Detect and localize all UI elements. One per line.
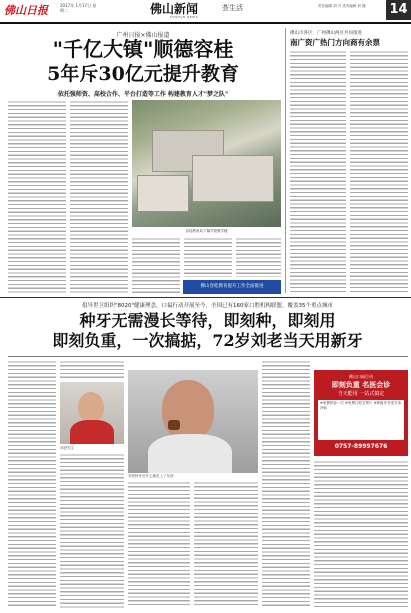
lower-headline-line2: 即刻负重，一次搞掂，72岁刘老当天用新牙	[52, 331, 363, 350]
main-headline-line1: "千亿大镇"顺德容桂	[52, 37, 234, 61]
main-kicker: 广州日报×佛山报道	[116, 32, 170, 39]
editor-credits: 责任编辑 刘 兴 美术编辑 何 媛	[318, 4, 366, 8]
promo-phone: 0757-89997676	[334, 443, 388, 450]
elderly-patient-photo	[60, 382, 124, 444]
masthead	[0, 0, 411, 24]
promo-body: ※免费体检一次 ※免费口腔全景片 ※种植牙享受专项补贴	[318, 400, 404, 440]
lower-headline-line1: 种牙无需漫长等待，即刻种，即刻用	[79, 311, 336, 330]
lower-column-5	[262, 360, 310, 608]
masthead-date: 2017年 1月17日 星期二	[60, 3, 97, 13]
article-column-5	[236, 237, 281, 277]
photo-caption: 容桂教育局下属学校教学楼	[185, 229, 228, 233]
lower-kicker: 倡导世卫组织"8020"健康理念，口福行动开展至今，全国已有160家口腔机构联盟，覆盖35个重点城市	[81, 303, 334, 309]
lower-column-1	[8, 360, 56, 608]
article-column-4	[184, 237, 232, 277]
blue-caption-box: 佛山容桂教育提升工作全面推进	[183, 280, 281, 294]
article-column-1	[8, 100, 66, 293]
lower-column-6	[314, 460, 408, 608]
section-title: 佛山新闻	[150, 2, 199, 16]
promo-subline: 当天能用 一站式搞定	[337, 391, 385, 397]
school-building-photo	[132, 100, 281, 227]
section-subtitle: 荟生活	[222, 4, 243, 12]
right-column-text-1	[290, 50, 346, 293]
page-number: 14	[386, 0, 411, 20]
promo-box	[314, 370, 408, 456]
article-column-2	[70, 100, 128, 293]
main-headline-line2: 5年斥30亿元提升教育	[47, 63, 239, 85]
promo-title: 佛山口福行动	[349, 374, 373, 379]
column-divider	[285, 28, 286, 293]
man-photo-caption: 刘老种牙后开心地吃上了东西	[128, 474, 174, 478]
promo-headline: 即刻负重 名医会诊	[331, 381, 391, 389]
left-photo-caption: 刘老先生	[60, 446, 74, 450]
lower-column-4	[194, 481, 258, 608]
lower-column-2	[60, 453, 124, 608]
article-column-3	[132, 237, 180, 293]
right-headline: 南广资广热门方向商有余票	[290, 38, 380, 47]
lower-column-3	[128, 481, 190, 608]
main-subheadline: 依托强师资、高校合作、平台打造等工作 构建教育人才"梦之队"	[57, 91, 229, 98]
masthead-logo: 佛山日报	[4, 4, 48, 17]
man-eating-photo	[128, 370, 258, 473]
lower-column-2-top	[60, 360, 124, 380]
right-column-text-2	[350, 50, 408, 293]
lower-rule	[8, 356, 408, 357]
right-kicker: 佛山市各区：广州佛山两区共同推进	[290, 31, 362, 36]
section-divider	[0, 297, 411, 298]
section-english: FOSHAN NEWS	[170, 15, 199, 19]
